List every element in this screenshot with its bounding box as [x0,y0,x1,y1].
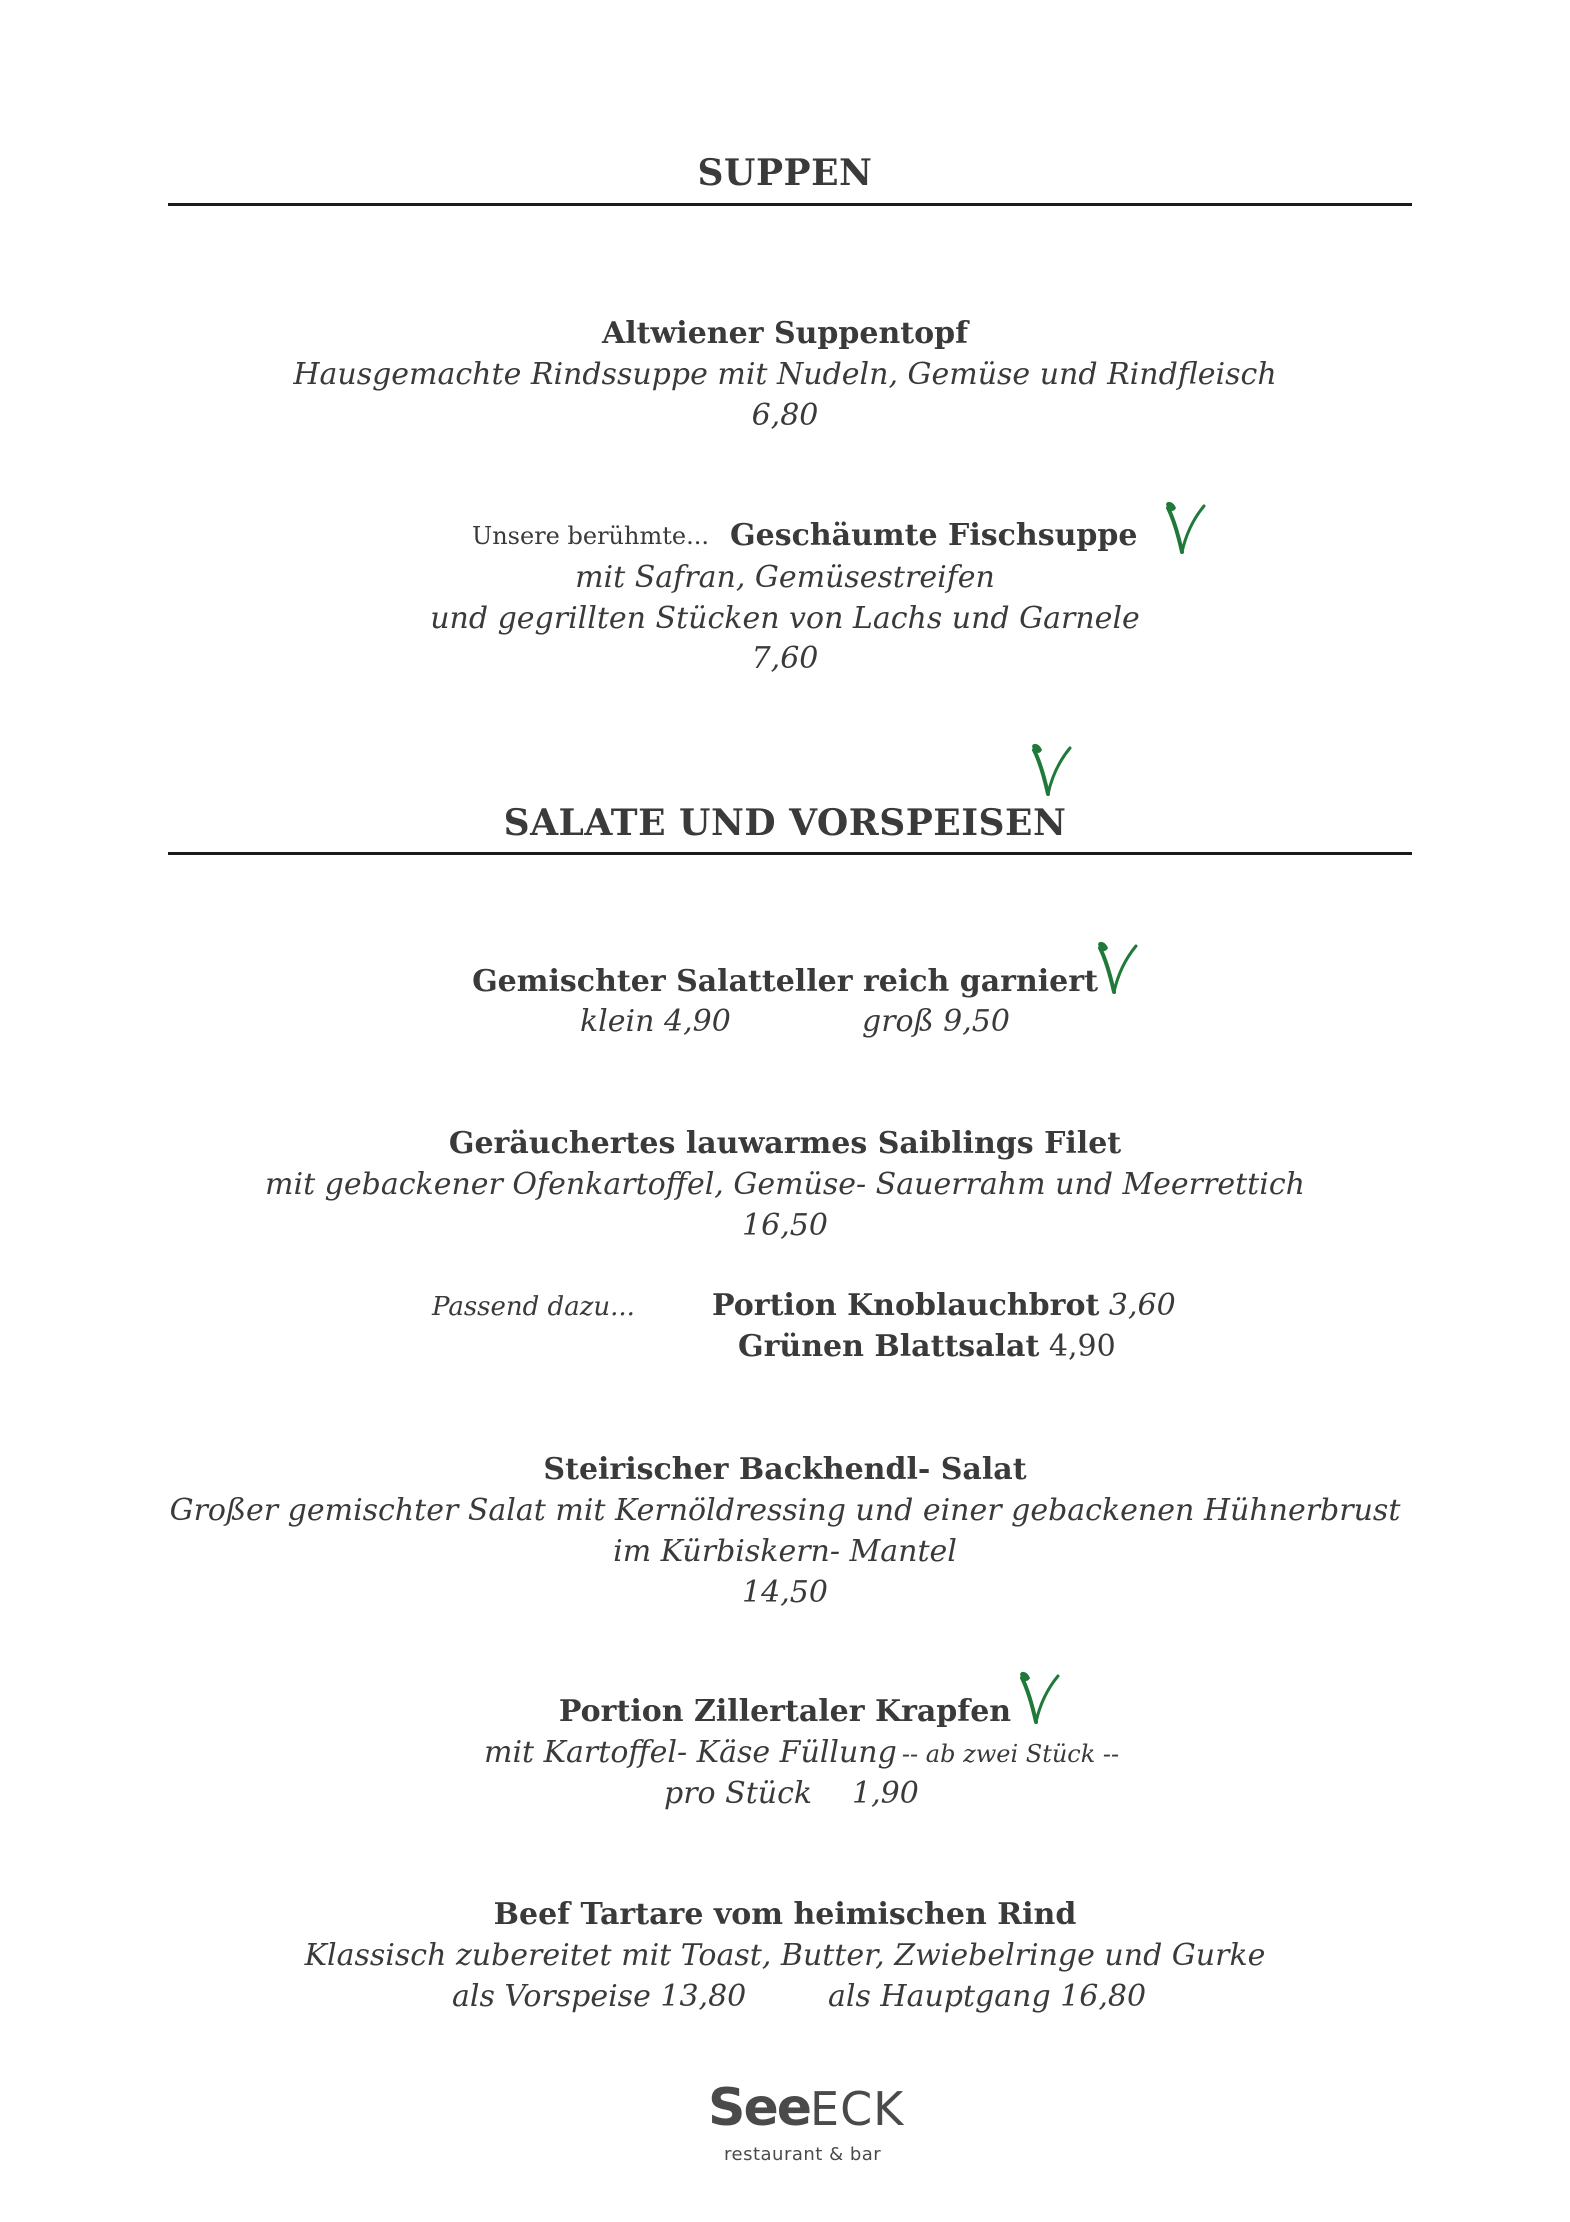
side-price: 4,90 [1048,1329,1116,1364]
item-name: Beef Tartare vom heimischen Rind [493,1897,1077,1932]
item-name: Geschäumte Fischsuppe [730,518,1138,553]
side-prefix: Passend dazu... [432,1292,635,1322]
price-small: klein 4,90 [580,1004,731,1039]
side-name: Grünen Blattsalat [738,1329,1040,1364]
price-starter: als Vorspeise 13,80 [452,1979,747,2014]
vegetarian-leaf-icon [1018,1670,1062,1726]
section-heading-suppen: SUPPEN [697,152,873,194]
vegetarian-leaf-icon [1096,940,1140,996]
item-name: Geräuchertes lauwarmes Saiblings Filet [448,1126,1122,1161]
section-divider [168,852,1412,855]
side-price: 3,60 [1108,1288,1176,1323]
item-name: Steirischer Backhendl- Salat [543,1452,1027,1487]
item-description: mit Safran, Gemüsestreifen [575,560,995,595]
item-price: 16,50 [742,1208,828,1243]
side-item [712,1288,1176,1323]
logo-tagline: restaurant & bar [724,2144,882,2165]
item-description: mit gebackener Ofenkartoffel, Gemüse- Sauerrahm und Meerrettich [265,1167,1305,1202]
restaurant-logo [708,2078,928,2178]
item-price: 6,80 [751,398,819,433]
section-heading-salate: SALATE UND VORSPEISEN [503,802,1067,844]
item-prefix: Unsere berühmte... [472,522,709,550]
item-description: Großer gemischter Salat mit Kernöldressing und einer gebackenen Hühnerbrust [169,1493,1401,1528]
item-description: Hausgemachte Rindssuppe mit Nudeln, Gemüse und Rindfleisch [293,357,1277,392]
item-name: Portion Zillertaler Krapfen [558,1694,1012,1729]
item-price: 7,60 [751,641,819,676]
item-description-line [484,1735,1119,1770]
vegetarian-leaf-icon [1030,742,1074,798]
item-note: -- ab zwei Stück -- [901,1740,1120,1768]
item-name: Gemischter Salatteller reich garniert [472,964,1098,999]
item-description: mit Kartoffel- Käse Füllung [484,1735,897,1770]
price-large: groß 9,50 [862,1004,1010,1039]
price-main: als Hauptgang 16,80 [828,1979,1147,2014]
side-name: Portion Knoblauchbrot [712,1288,1100,1323]
item-description: im Kürbiskern- Mantel [613,1534,957,1569]
logo-name: SeeECK [708,2078,905,2138]
item-name: Altwiener Suppentopf [601,316,969,351]
item-price: 1,90 [852,1776,919,1811]
item-description: Klassisch zubereitet mit Toast, Butter, Zwiebelringe und Gurke [304,1938,1266,1973]
item-unit: pro Stück [664,1776,813,1811]
section-divider [168,203,1412,206]
side-item [738,1329,1116,1364]
vegetarian-leaf-icon [1164,500,1208,556]
item-description: und gegrillten Stücken von Lachs und Garnele [430,601,1140,636]
item-price: 14,50 [742,1575,828,1610]
